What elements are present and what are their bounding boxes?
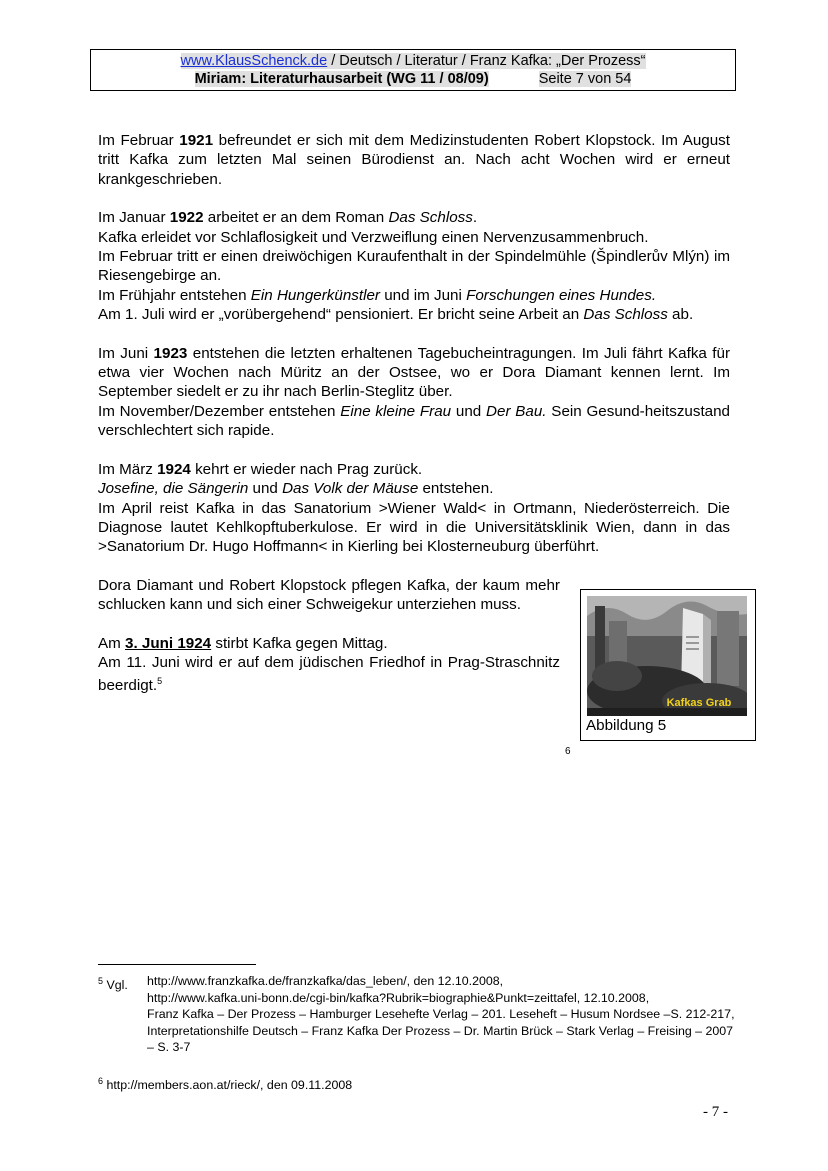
- paragraph-1922: Im Januar 1922 arbeitet er an dem Roman Das Schloss. Kafka erleidet vor Schlaflosigkeit und Verzweiflung einen Nervenzusammenbruch. Im Februar tritt er einen dreiwöchigen Kuraufenthalt in der Spindelmühle (Špindlerův Mlýn) im Riesengebirge an. Im Frühjahr entstehen Ein Hungerkünstler und im Juni Forschungen eines Hundes. Am 1. Juli wird er „vorübergehend“ pensioniert. Er bricht seine Arbeit an Das Schloss ab.: [98, 209, 730, 324]
- footnote-ref-5[interactable]: 5: [157, 676, 163, 687]
- paragraph-1923: Im Juni 1923 entstehen die letzten erhaltenen Tagebucheintragungen. Im Juli fährt Kafka für etwa vier Wochen nach Müritz an der Ostsee, wo er Dora Diamant kennen lernt. Im September siedelt er zu ihr nach Berlin-Steglitz über. Im November/Dezember entstehen Eine kleine Frau und Der Bau. Sein Gesund-heitszustand verschlechtert sich rapide.: [98, 344, 731, 440]
- paragraph-death: Am 3. Juni 1924 stirbt Kafka gegen Mittag. Am 11. Juni wird er auf dem jüdischen Friedhof in Prag-Straschnitz beerdigt.$^5$: [98, 634, 560, 695]
- year-1921: 1921: [179, 132, 214, 149]
- figure-kafka-grave: [580, 589, 756, 741]
- footnote-prefix: Vgl.: [106, 978, 128, 992]
- footnote-marker-6: 6: [565, 746, 571, 757]
- paragraph-care: Dora Diamant und Robert Klopstock pflegen Kafka, der kaum mehr schlucken kann und sich einer Schweigekur unterziehen muss.: [98, 576, 560, 614]
- grave-photo: [587, 596, 747, 716]
- site-link[interactable]: www.KlausSchenck.de: [180, 53, 328, 69]
- document-subtitle: Miriam: Literaturhausarbeit (WG 11 / 08/09): [194, 71, 489, 87]
- paragraph-1921: Im Februar 1921 befreundet er sich mit dem Medizinstudenten Robert Klopstock. Im August tritt Kafka zum letzten Mal seinen Bürodienst an. Nach acht Wochen wird er erneut krankgeschrieben.: [98, 132, 730, 188]
- header-line-2: [91, 70, 735, 88]
- footnote-line: Interpretationshilfe Deutsch – Franz Kafka Der Prozess – Dr. Martin Brück – Stark Verlag – Freising – 2007 – S. 3-7: [147, 1023, 734, 1055]
- year-1924: 1924: [157, 460, 191, 478]
- death-date: 3. Juni 1924: [125, 634, 212, 652]
- header-line-1: [91, 52, 735, 70]
- figure-caption: Abbildung 5: [586, 717, 667, 734]
- page-header: [90, 49, 736, 91]
- footnote-5: [98, 973, 738, 1073]
- footnotes: [98, 973, 738, 1094]
- year-1922: 1922: [169, 209, 204, 227]
- footnote-6: [98, 1073, 738, 1094]
- footnote-line: http://www.franzkafka.de/franzkafka/das_leben/, den 12.10.2008,: [147, 974, 504, 988]
- breadcrumb: / Deutsch / Literatur / Franz Kafka: „Der Prozess“: [327, 53, 646, 69]
- footnote-line: Franz Kafka – Der Prozess – Hamburger Lesehefte Verlag – 201. Leseheft – Husum Nordsee –S. 212-217,: [147, 1007, 735, 1022]
- footnote-line: http://www.kafka.uni-bonn.de/cgi-bin/kafka?Rubrik=biographie&Punkt=zeittafel, 12.10.2008,: [147, 990, 650, 1005]
- year-1923: 1923: [153, 344, 188, 362]
- footnote-number: 6: [98, 1076, 104, 1086]
- grave-label: Kafkas Grab: [666, 697, 732, 709]
- page-number: - 7 -: [703, 1104, 728, 1120]
- footnote-separator: [98, 964, 256, 965]
- footnote-number: 5: [98, 976, 104, 986]
- footnote-text: http://members.aon.at/rieck/, den 09.11.2008: [106, 1078, 353, 1092]
- paragraph-1924: Im März 1924 kehrt er wieder nach Prag zurück. Josefine, die Sängerin und Das Volk der Mäuse entstehen. Im April reist Kafka in das Sanatorium >Wiener Wald< in Ortmann, Niederösterreich. Die Diagnose lautet Kehlkopftuberkulose. Er wird in die Universitätsklinik Wien, dann in das >Sanatorium Dr. Hugo Hoffmann< in Kierling bei Klosterneuburg überführt.: [98, 460, 730, 556]
- page-indicator: Seite 7 von 54: [538, 71, 632, 87]
